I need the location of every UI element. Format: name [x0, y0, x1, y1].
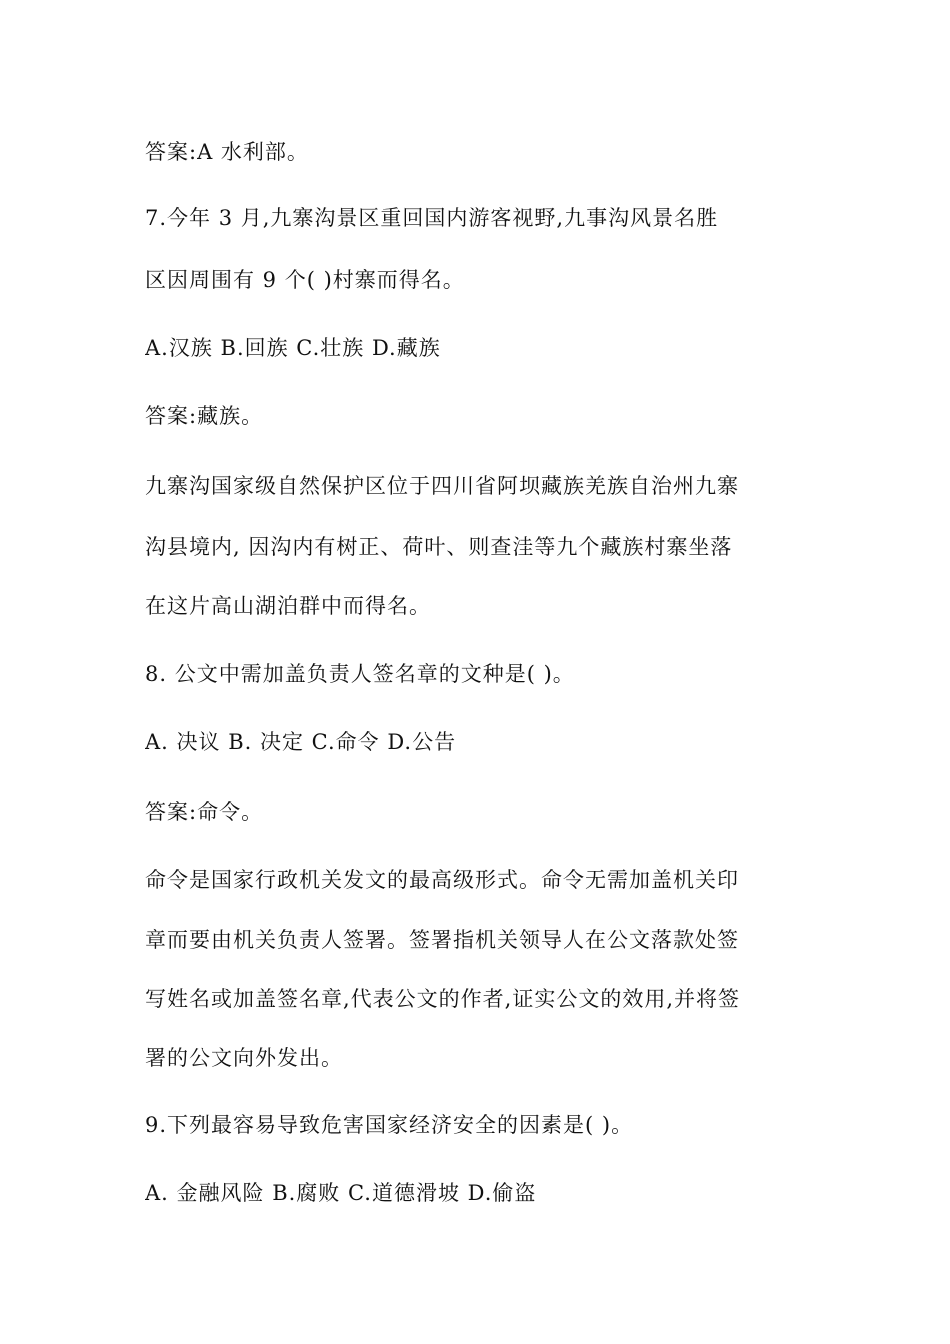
- answer-line-q7: 答案:藏族。: [145, 404, 264, 428]
- question-9-options: A. 金融风险 B.腐败 C.道德滑坡 D.偷盗: [145, 1181, 537, 1205]
- explanation-q7-line-1: 九寨沟国家级自然保护区位于四川省阿坝藏族羌族自治州九寨: [145, 474, 739, 498]
- explanation-q8-line-2: 章而要由机关负责人签署。签署指机关领导人在公文落款处签: [145, 928, 739, 952]
- question-7-line-1: 7.今年 3 月,九寨沟景区重回国内游客视野,九事沟风景名胜: [145, 206, 719, 230]
- question-7-line-2: 区因周围有 9 个( )村寨而得名。: [145, 268, 465, 292]
- explanation-q8-line-1: 命令是国家行政机关发文的最高级形式。命令无需加盖机关印: [145, 868, 739, 892]
- answer-line-q8: 答案:命令。: [145, 800, 264, 824]
- explanation-q8-line-3: 写姓名或加盖签名章,代表公文的作者,证实公文的效用,并将签: [145, 987, 741, 1011]
- explanation-q7-line-3: 在这片高山湖泊群中而得名。: [145, 594, 431, 618]
- answer-line-q6: 答案:A 水利部。: [145, 140, 309, 164]
- question-7-options: A.汉族 B.回族 C.壮族 D.藏族: [145, 336, 441, 360]
- explanation-q7-line-2: 沟县境内, 因沟内有树正、荷叶、则查洼等九个藏族村寨坐落: [145, 535, 733, 559]
- explanation-q8-line-4: 署的公文向外发出。: [145, 1046, 343, 1070]
- question-8-line-1: 8. 公文中需加盖负责人签名章的文种是( )。: [145, 662, 575, 686]
- question-9-line-1: 9.下列最容易导致危害国家经济安全的因素是( )。: [145, 1113, 634, 1137]
- question-8-options: A. 决议 B. 决定 C.命令 D.公告: [145, 730, 457, 754]
